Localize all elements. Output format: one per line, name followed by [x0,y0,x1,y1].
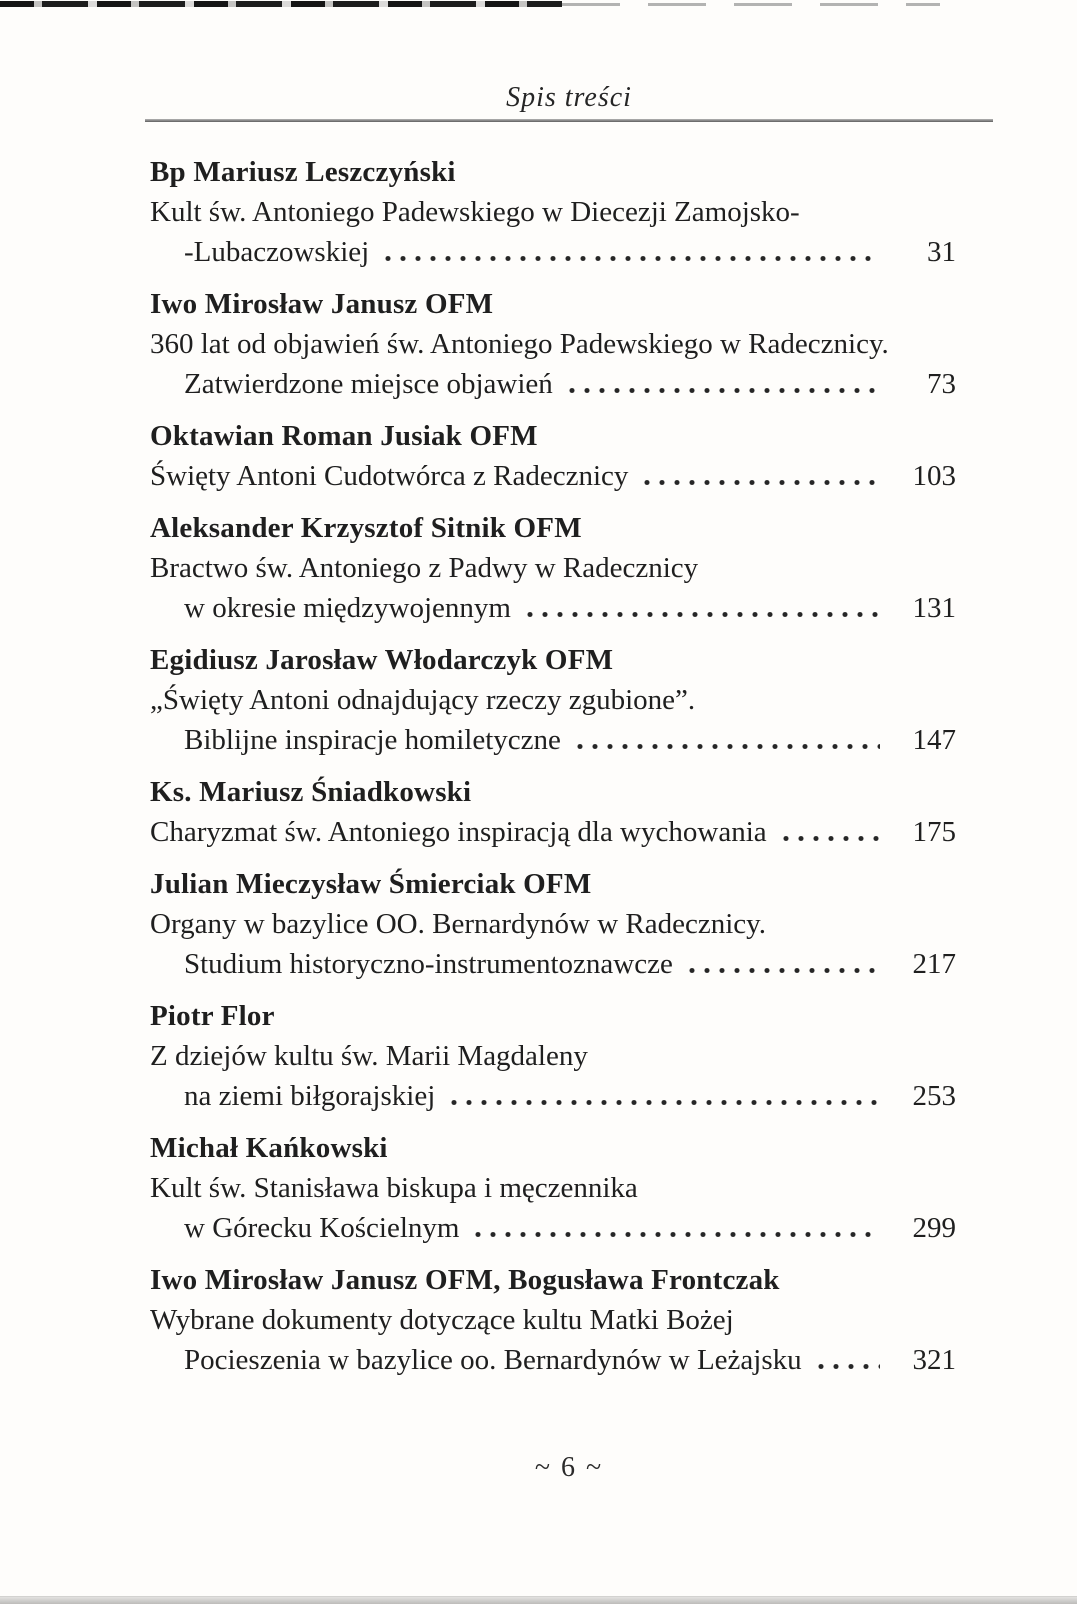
toc-entry [150,416,956,496]
toc-entry-last-line [150,588,956,628]
dot-leader [569,388,880,393]
toc-entry [150,284,956,404]
toc-entry-author: Oktawian Roman Jusiak OFM [150,420,538,452]
dot-leader [577,744,880,749]
toc-entry-last-line [150,456,956,496]
page-number-footer: ~ 6 ~ [534,1452,604,1483]
toc-entry-title-line: Organy w bazylice OO. Bernardynów w Radecznicy. [150,908,767,940]
toc-entry [150,508,956,628]
toc-entry-last-text: Biblijne inspiracje homiletyczne [184,724,561,756]
toc-entry-last-line [150,944,956,984]
toc-entry-author: Iwo Mirosław Janusz OFM, Bogusława Frontczak [150,1264,780,1296]
toc-entry [150,864,956,984]
toc-entry-last-text: w okresie międzywojennym [184,592,511,624]
toc-entry-last-text: na ziemi biłgorajskiej [184,1080,436,1112]
toc-entry-last-line [150,232,956,272]
dot-leader [385,256,880,261]
toc-entry-page-number: 103 [912,460,956,492]
toc-entry [150,772,956,852]
toc-entry-title-line: „Święty Antoni odnajdujący rzeczy zgubione”. [150,684,696,716]
toc-entry-page-number: 31 [927,236,956,268]
toc-entry-author: Julian Mieczysław Śmierciak OFM [150,868,592,900]
scan-artifact-bottom [0,1596,1077,1604]
toc-entry-last-line [150,1208,956,1248]
toc-entry-last-line [150,812,956,852]
toc-entry-page-number: 299 [912,1212,956,1244]
toc-entry [150,1128,956,1248]
dot-leader [475,1232,880,1237]
toc-entry-author: Piotr Flor [150,1000,275,1032]
toc-entry-page-number: 175 [912,816,956,848]
page-title: Spis treści [506,82,632,113]
toc-entry-last-text: Zatwierdzone miejsce objawień [184,368,553,400]
toc-entry-title-line: Bractwo św. Antoniego z Padwy w Radecznicy [150,552,699,584]
toc-entry-last-text: Święty Antoni Cudotwórca z Radecznicy [150,460,629,492]
toc-entry [150,152,956,272]
toc-entry-last-text: Pocieszenia w bazylice oo. Bernardynów w Leżajsku [184,1344,802,1376]
toc-entry-author: Aleksander Krzysztof Sitnik OFM [150,512,582,544]
toc-entry-page-number: 73 [927,368,956,400]
dot-leader [689,968,880,973]
toc-entry-page-number: 253 [912,1080,956,1112]
toc-entry-last-text: Charyzmat św. Antoniego inspiracją dla wychowania [150,816,767,848]
toc-entries [150,152,956,1392]
toc-entry-page-number: 321 [912,1344,956,1376]
toc-entry-last-line [150,364,956,404]
toc-entry-last-text: w Górecku Kościelnym [184,1212,460,1244]
scan-artifact-top [0,1,562,7]
toc-entry-title-line: Z dziejów kultu św. Marii Magdaleny [150,1040,588,1072]
toc-entry-author: Michał Kańkowski [150,1132,388,1164]
toc-entry-author: Egidiusz Jarosław Włodarczyk OFM [150,644,614,676]
dot-leader [527,612,880,617]
toc-entry [150,1260,956,1380]
toc-entry-last-text: Studium historyczno-instrumentoznawcze [184,948,673,980]
toc-entry-page-number: 217 [912,948,956,980]
toc-entry-title-line: Wybrane dokumenty dotyczące kultu Matki Bożej [150,1304,734,1336]
toc-entry-page-number: 131 [912,592,956,624]
header-rule [145,119,993,122]
toc-entry-last-line [150,1340,956,1380]
toc-entry-page-number: 147 [912,724,956,756]
toc-entry-author: Ks. Mariusz Śniadkowski [150,776,472,808]
dot-leader [783,836,880,841]
toc-entry-author: Iwo Mirosław Janusz OFM [150,288,494,320]
dot-leader [644,480,880,485]
toc-entry-last-line [150,720,956,760]
scan-artifact-top-faint [562,3,940,6]
dot-leader [818,1364,880,1369]
toc-entry [150,640,956,760]
toc-entry [150,996,956,1116]
toc-entry-title-line: Kult św. Stanisława biskupa i męczennika [150,1172,638,1204]
toc-entry-last-line [150,1076,956,1116]
toc-entry-title-line: 360 lat od objawień św. Antoniego Padewskiego w Radecznicy. [150,328,889,360]
toc-entry-title-line: Kult św. Antoniego Padewskiego w Diecezji Zamojsko- [150,196,800,228]
toc-entry-author: Bp Mariusz Leszczyński [150,156,456,188]
dot-leader [451,1100,880,1105]
toc-entry-last-text: -Lubaczowskiej [184,236,370,268]
